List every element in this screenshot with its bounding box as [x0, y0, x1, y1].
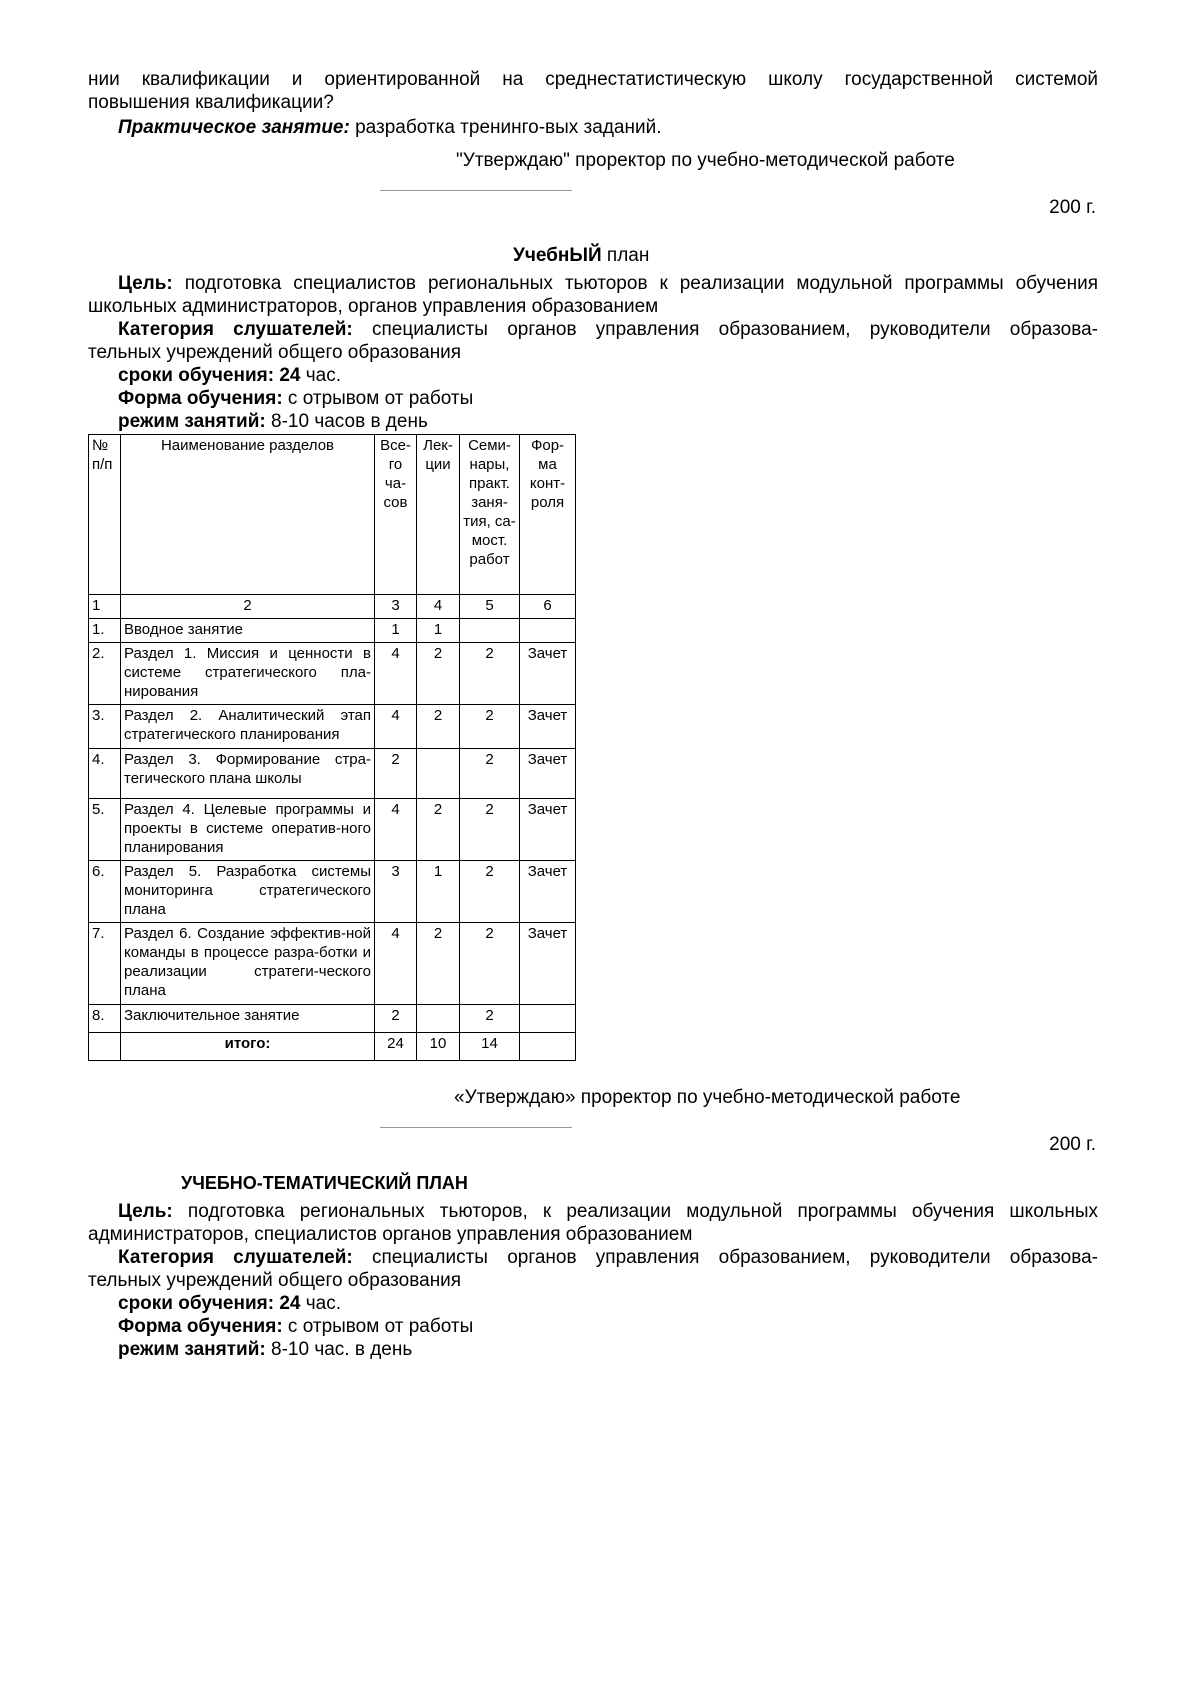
- col-number: 2: [121, 595, 375, 619]
- plan-1-terms-value: час.: [300, 365, 342, 386]
- col-number: 1: [89, 595, 121, 619]
- row-num: 8.: [89, 1005, 121, 1033]
- plan-1-category-text: специалисты органов управления образованием, руководители образова-: [352, 319, 1098, 340]
- row-control: Зачет: [520, 643, 576, 705]
- plan-1-category-line-1: [88, 318, 1098, 341]
- plan-1-form: [118, 387, 473, 410]
- row-name: Раздел 6. Создание эффектив-ной команды в процессе разра-ботки и реализации стратеги-ческого плана: [121, 923, 375, 1005]
- plan-2-title: УЧЕБНО-ТЕМАТИЧЕСКИЙ ПЛАН: [181, 1173, 468, 1193]
- row-seminars: 2: [460, 861, 520, 923]
- row-name: Раздел 3. Формирование стра-тегического плана школы: [121, 749, 375, 799]
- row-name: Заключительное занятие: [121, 1005, 375, 1033]
- plan-1-terms-label: сроки обучения: 24: [118, 365, 301, 386]
- row-control: [520, 1005, 576, 1033]
- plan-1-goal-label: Цель:: [118, 273, 173, 294]
- row-seminars: [460, 619, 520, 643]
- practical-text: разработка тренинго-вых заданий.: [349, 117, 662, 138]
- row-total: 2: [375, 749, 417, 799]
- table-total-row: [89, 1033, 576, 1061]
- table-row: [89, 749, 576, 799]
- plan-2-category-line-1: [88, 1246, 1098, 1269]
- row-num: 4.: [89, 749, 121, 799]
- row-name: Раздел 5. Разработка системы мониторинга стратегического плана: [121, 861, 375, 923]
- row-total: 1: [375, 619, 417, 643]
- row-seminars: 2: [460, 923, 520, 1005]
- table-header-row: [89, 435, 576, 595]
- plan-2-form-value: с отрывом от работы: [282, 1316, 474, 1337]
- table-row: [89, 643, 576, 705]
- row-lectures: [417, 749, 460, 799]
- plan-2-goal-line-2: администраторов, специалистов органов управления образованием: [88, 1224, 693, 1245]
- plan-1-goal-line-2: школьных администраторов, органов управления образованием: [88, 296, 659, 317]
- row-total: 4: [375, 643, 417, 705]
- practical-paragraph: [118, 116, 661, 139]
- row-lectures: 1: [417, 861, 460, 923]
- plan-1-title-bold: УчебнЫЙ: [513, 245, 602, 266]
- total-seminars: 14: [460, 1033, 520, 1061]
- signature-line-1: [380, 190, 572, 191]
- header-control: Фор-ма конт-роля: [520, 435, 576, 595]
- header-seminars: Семи-нары, практ. заня-тия, са-мост. работ: [460, 435, 520, 595]
- plan-1-category-label: Категория слушателей:: [118, 319, 353, 340]
- practical-label: Практическое занятие:: [118, 117, 350, 138]
- plan-1-mode-label: режим занятий:: [118, 411, 266, 432]
- plan-1-title: [513, 244, 649, 267]
- row-lectures: 2: [417, 799, 460, 861]
- row-seminars: 2: [460, 643, 520, 705]
- approval-2-text: «Утверждаю» проректор по учебно-методической работе: [454, 1087, 961, 1108]
- row-total: 3: [375, 861, 417, 923]
- row-name: Раздел 1. Миссия и ценности в системе стратегического пла-нирования: [121, 643, 375, 705]
- plan-1-title-rest: план: [601, 245, 650, 266]
- plan-1-category-line-2: тельных учреждений общего образования: [88, 342, 462, 363]
- plan-2-goal-label: Цель:: [118, 1201, 173, 1222]
- plan-2-goal-text: подготовка региональных тьюторов, к реализации модульной программы обучения школьных: [172, 1201, 1098, 1222]
- col-number: 5: [460, 595, 520, 619]
- plan-2-form: [118, 1315, 473, 1338]
- plan-2-category-text: специалисты органов управления образованием, руководители образова-: [352, 1247, 1098, 1268]
- total-num-empty: [89, 1033, 121, 1061]
- row-seminars: 2: [460, 799, 520, 861]
- row-lectures: [417, 1005, 460, 1033]
- row-total: 4: [375, 923, 417, 1005]
- plan-2-terms: [118, 1292, 341, 1315]
- table-row: [89, 799, 576, 861]
- total-lectures: 10: [417, 1033, 460, 1061]
- row-control: [520, 619, 576, 643]
- row-num: 3.: [89, 705, 121, 749]
- plan-1-mode-value: 8-10 часов в день: [265, 411, 428, 432]
- plan-1-goal-line-1: [88, 272, 1098, 295]
- row-num: 2.: [89, 643, 121, 705]
- row-num: 7.: [89, 923, 121, 1005]
- plan-2-category-label: Категория слушателей:: [118, 1247, 353, 1268]
- plan-2-category-line-2: тельных учреждений общего образования: [88, 1270, 462, 1291]
- intro-line-1: нии квалификации и ориентированной на среднестатистическую школу государственной системой: [88, 69, 1098, 90]
- table-row: [89, 923, 576, 1005]
- row-num: 6.: [89, 861, 121, 923]
- total-hours: 24: [375, 1033, 417, 1061]
- table-row: [89, 705, 576, 749]
- intro-line-2: повышения квалификации?: [88, 92, 334, 113]
- row-lectures: 2: [417, 705, 460, 749]
- curriculum-table: [88, 434, 576, 1061]
- plan-2-terms-label: сроки обучения: 24: [118, 1293, 301, 1314]
- plan-2-mode-value: 8-10 час. в день: [265, 1339, 413, 1360]
- row-num: 1.: [89, 619, 121, 643]
- plan-2-mode: [118, 1338, 412, 1361]
- plan-2-goal-line-1: [88, 1200, 1098, 1223]
- total-control-empty: [520, 1033, 576, 1061]
- plan-1-mode: [118, 410, 428, 433]
- row-seminars: 2: [460, 1005, 520, 1033]
- row-control: Зачет: [520, 923, 576, 1005]
- row-name: Раздел 2. Аналитический этап стратегического планирования: [121, 705, 375, 749]
- plan-2-mode-label: режим занятий:: [118, 1339, 266, 1360]
- signature-line-2: [380, 1127, 572, 1128]
- row-total: 4: [375, 799, 417, 861]
- header-num: № п/п: [89, 435, 121, 595]
- table-row: [89, 861, 576, 923]
- total-label: итого:: [121, 1033, 375, 1061]
- plan-1-form-label: Форма обучения:: [118, 388, 283, 409]
- plan-2-form-label: Форма обучения:: [118, 1316, 283, 1337]
- table-row: [89, 1005, 576, 1033]
- plan-1-goal-text: подготовка специалистов региональных тьюторов к реализации модульной программы обучения: [172, 273, 1098, 294]
- approval-1-date: 200 г.: [1049, 197, 1096, 218]
- col-number: 3: [375, 595, 417, 619]
- table-row: [89, 619, 576, 643]
- row-seminars: 2: [460, 705, 520, 749]
- plan-1-form-value: с отрывом от работы: [282, 388, 474, 409]
- row-control: Зачет: [520, 749, 576, 799]
- row-control: Зачет: [520, 705, 576, 749]
- row-control: Зачет: [520, 799, 576, 861]
- row-total: 4: [375, 705, 417, 749]
- approval-2-date: 200 г.: [1049, 1134, 1096, 1155]
- row-lectures: 2: [417, 643, 460, 705]
- plan-1-terms: [118, 364, 341, 387]
- row-lectures: 2: [417, 923, 460, 1005]
- row-seminars: 2: [460, 749, 520, 799]
- col-number: 6: [520, 595, 576, 619]
- table-column-numbers-row: [89, 595, 576, 619]
- row-num: 5.: [89, 799, 121, 861]
- approval-1-text: "Утверждаю" проректор по учебно-методической работе: [456, 150, 955, 171]
- header-name: Наименование разделов: [121, 435, 375, 595]
- row-name: Раздел 4. Целевые программы и проекты в системе оператив-ного планирования: [121, 799, 375, 861]
- row-total: 2: [375, 1005, 417, 1033]
- plan-2-terms-value: час.: [300, 1293, 342, 1314]
- row-name: Вводное занятие: [121, 619, 375, 643]
- header-total: Все-го ча-сов: [375, 435, 417, 595]
- header-lectures: Лек-ции: [417, 435, 460, 595]
- col-number: 4: [417, 595, 460, 619]
- row-control: Зачет: [520, 861, 576, 923]
- row-lectures: 1: [417, 619, 460, 643]
